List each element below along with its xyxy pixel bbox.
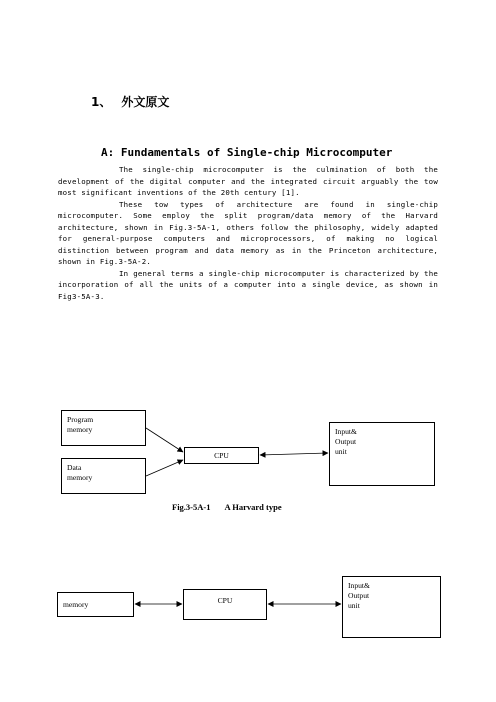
cpu-io-arrow xyxy=(260,453,328,455)
cpu-label-2: CPU xyxy=(217,596,233,605)
figure-caption-text: A Harvard type xyxy=(224,502,282,512)
io-unit-label-2: Input& Output unit xyxy=(348,581,370,610)
program-memory-label: Program memory xyxy=(67,415,94,434)
io-unit-label: Input& Output unit xyxy=(335,427,357,456)
paragraph-1: The single-chip microcomputer is the culmination of both the development of the digital computer and the integrated circuit arguably the tow most significant inventions of the 20th century [1]. xyxy=(58,165,438,197)
paragraph-2: These tow types of architecture are found in single-chip microcomputer. Some employ the split program/data memory of the Harvard architecture, shown in Fig.3-5A-1, others follow the philosophy, widely adapted for general-purpose computers and microprocessors, of making no logical distinction between program and data memory as in the Princeton architecture, shown in Fig.3-5A-2. xyxy=(58,199,438,266)
program-memory-arrow xyxy=(146,428,183,452)
data-memory-arrow xyxy=(146,460,183,476)
figure-number: Fig.3-5A-1 xyxy=(172,502,211,512)
document-title: A: Fundamentals of Single-chip Microcomputer xyxy=(101,146,393,159)
data-memory-label: Data memory xyxy=(67,463,93,482)
cpu-label: CPU xyxy=(214,451,229,460)
memory-label: memory xyxy=(63,600,89,609)
section-number: 1、 xyxy=(91,95,112,109)
section-title: 外文原文 xyxy=(121,95,170,109)
paragraph-3: In general terms a single-chip microcomputer is characterized by the incorporation of all the units of a computer into a single device, as shown in Fig3-5A-3. xyxy=(58,268,438,301)
